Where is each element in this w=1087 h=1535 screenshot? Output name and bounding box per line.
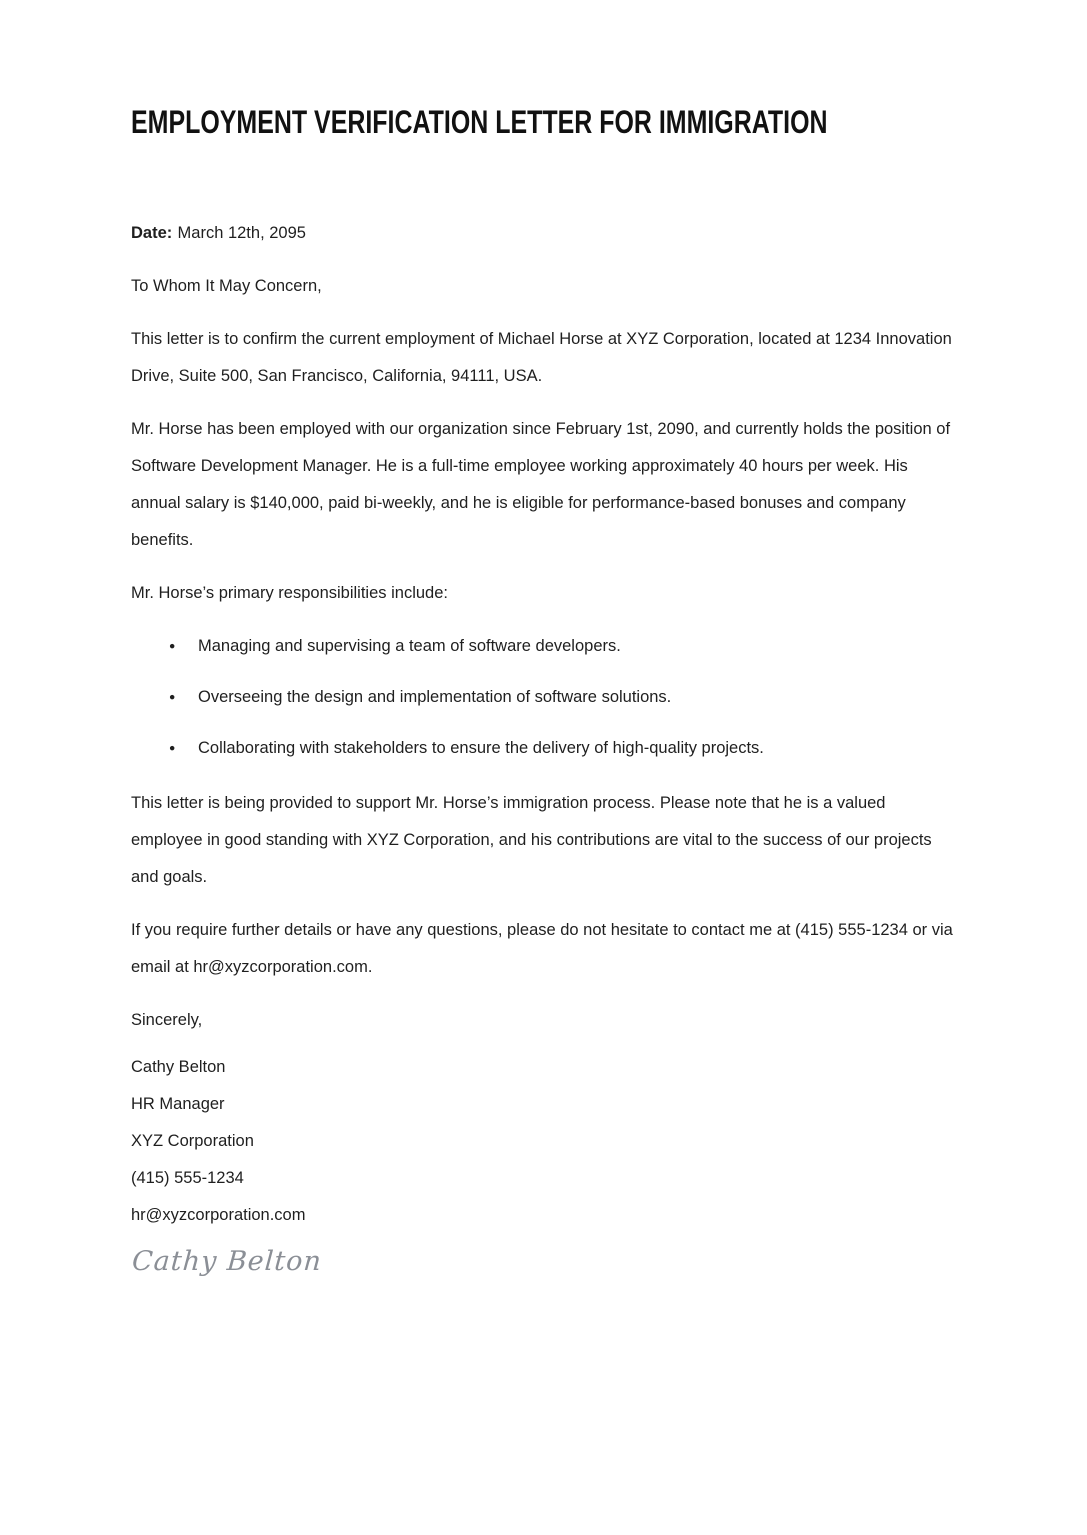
list-item: ● Overseeing the design and implementation of software solutions. (131, 679, 956, 716)
letter-title: EMPLOYMENT VERIFICATION LETTER FOR IMMIGRATION (131, 104, 828, 140)
date-label: Date: (131, 224, 173, 242)
signer-email: hr@xyzcorporation.com (131, 1206, 306, 1224)
date-value: March 12th, 2095 (177, 224, 306, 242)
paragraph-position-details: Mr. Horse has been employed with our organization since February 1st, 2090, and currently holds the position of Software Development Manager. He is a full-time employee working approximately 40 hours per week. His annual salary is $140,000, paid bi-weekly, and he is eligible for performance-based bonuses and company benefits. (131, 420, 951, 549)
sign-off: Sincerely, (131, 1011, 203, 1029)
responsibilities-list (131, 628, 956, 767)
date-line (131, 215, 956, 252)
signer-name: Cathy Belton (131, 1058, 226, 1076)
signature-block (131, 1049, 956, 1234)
paragraph-immigration-support: This letter is being provided to support Mr. Horse’s immigration process. Please note that he is a valued employee in good standing with XYZ Corporation, and his contributions are vital to the success of our projects and goals. (131, 794, 932, 886)
paragraph-contact-info: If you require further details or have any questions, please do not hesitate to contact me at (415) 555-1234 or via email at hr@xyzcorporation.com. (131, 921, 953, 976)
salutation: To Whom It May Concern, (131, 277, 322, 295)
paragraph-employment-confirmation: This letter is to confirm the current employment of Michael Horse at XYZ Corporation, located at 1234 Innovation Drive, Suite 500, San Francisco, California, 94111, USA. (131, 330, 952, 385)
signer-company: XYZ Corporation (131, 1132, 254, 1150)
responsibilities-intro: Mr. Horse’s primary responsibilities include: (131, 584, 448, 602)
list-item: ● Managing and supervising a team of software developers. (131, 628, 956, 665)
list-item: ● Collaborating with stakeholders to ensure the delivery of high-quality projects. (131, 730, 956, 767)
signer-title: HR Manager (131, 1095, 225, 1113)
signer-phone: (415) 555-1234 (131, 1169, 244, 1187)
handwritten-signature: Cathy Belton (131, 1246, 323, 1277)
